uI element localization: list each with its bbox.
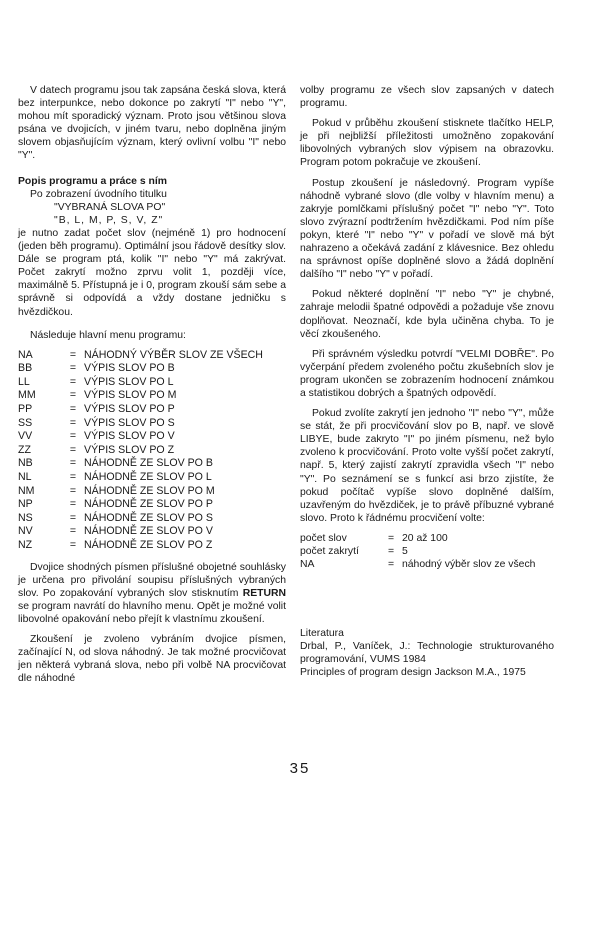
menu-equals: =: [69, 525, 77, 538]
literature-item-2: Principles of program design Jackson M.A., 1975: [300, 667, 526, 679]
menu-equals: =: [69, 539, 77, 551]
menu-row: [18, 457, 263, 471]
menu-row: [18, 430, 263, 444]
value-row: [300, 558, 535, 571]
help-paragraph: Pokud v průběhu zkoušení stisknete tlačítko HELP, je při nejbližší příležitosti umožněno zopakování libovolných vybraných slov výpisem na obrazovku. Program potom pokračuje ve zkoušení.: [300, 118, 554, 169]
menu-row: [18, 444, 263, 458]
menu-code: SS: [18, 416, 33, 429]
menu-code: ZZ: [18, 443, 31, 456]
value-text: 20 až 100: [402, 532, 448, 544]
value-row: [300, 532, 535, 545]
menu-description: NÁHODNĚ ZE SLOV PO M: [84, 484, 215, 497]
menu-code: NB: [18, 457, 33, 470]
menu-description: NÁHODNĚ ZE SLOV PO V: [84, 525, 213, 538]
title-line-1: "VYBRANÁ SLOVA PO": [54, 201, 166, 213]
menu-equals: =: [69, 457, 77, 470]
value-text: náhodný výběr slov ze všech: [402, 559, 536, 571]
menu-code: LL: [18, 375, 30, 388]
menu-description: NÁHODNĚ ZE SLOV PO Z: [84, 539, 213, 551]
menu-equals: =: [69, 443, 77, 456]
page-number: 35: [289, 760, 311, 777]
menu-description: VÝPIS SLOV PO Z: [84, 443, 175, 456]
menu-row: [18, 525, 263, 539]
menu-code: MM: [18, 389, 36, 402]
menu-code: NV: [18, 525, 33, 538]
menu-code: PP: [18, 403, 33, 416]
menu-description: VÝPIS SLOV PO L: [84, 375, 174, 388]
menu-equals: =: [69, 511, 77, 524]
menu-row: [18, 498, 263, 512]
menu-row: [18, 471, 263, 485]
value-key: počet zakrytí: [300, 546, 359, 557]
value-row: [300, 545, 535, 558]
menu-row: [18, 512, 263, 526]
menu-code: NL: [18, 471, 32, 484]
value-equals: =: [388, 532, 395, 544]
menu-equals: =: [69, 484, 77, 497]
value-equals: =: [388, 559, 395, 571]
menu-code: NP: [18, 498, 33, 511]
menu-equals: =: [69, 348, 77, 361]
count-paragraph: je nutno zadat počet slov (nejméně 1) pro hodnocení (jeden běh programu). Optimální jsou řádově desítky slov. Dále se program ptá, kolik "I" nebo "Y" má zakrývat. Počet zakrytí možno zprvu volit 1, později více, maximálně 5. Přístupná je i 0, program zkouší sám sebe a správně si odpovídá a vždy dostane jedničku s hvězdičkou.: [18, 227, 286, 318]
menu-description: VÝPIS SLOV PO S: [84, 416, 175, 429]
continuation-paragraph: volby programu ze všech slov zapsaných v datech programu.: [300, 85, 554, 110]
menu-description: VÝPIS SLOV PO B: [84, 362, 175, 375]
menu-description: NÁHODNÝ VÝBĚR SLOV ZE VŠECH: [84, 348, 263, 361]
return-key-label: RETURN: [242, 587, 286, 599]
menu-intro: Následuje hlavní menu programu:: [30, 329, 186, 341]
menu-row: [18, 539, 263, 553]
left-column: [18, 84, 286, 692]
recommended-values-table: [300, 532, 535, 571]
menu-code: BB: [18, 362, 33, 375]
right-column: [300, 84, 554, 680]
menu-row: [18, 349, 263, 363]
menu-equals: =: [69, 430, 77, 443]
title-intro: Po zobrazení úvodního titulku: [30, 188, 167, 200]
literature-item-1: Drbal, P., Vaníček, J.: Technologie strukturovaného programování, VUMS 1984: [300, 641, 554, 666]
pairs-paragraph: [18, 561, 286, 626]
title-line-2: "B, L, M, P, S, V, Z": [54, 214, 164, 226]
main-menu-table: [18, 349, 263, 553]
pairs-text-a: Dvojice shodných písmen příslušné obojetné souhlásky je určena pro přivolání soupisu příslušných vybraných slov. Po zopakování vybraných slov stisknutím: [18, 561, 286, 599]
menu-description: VÝPIS SLOV PO V: [84, 430, 175, 443]
value-key: počet slov: [300, 532, 347, 544]
menu-equals: =: [69, 389, 77, 402]
menu-description: NÁHODNĚ ZE SLOV PO P: [84, 498, 213, 511]
menu-row: [18, 362, 263, 376]
intro-paragraph: V datech programu jsou tak zapsána česká slova, která bez interpunkce, nebo dokonce po zakrytí "I" nebo "Y", mohou mít sporadický význam. Proto jsou většinou slova psána ve dvojicích, v jiném tvaru, nebo doplněna jiným slovem objasňujícím význam, který ovlivní volbu "I" nebo "Y".: [18, 85, 286, 162]
menu-equals: =: [69, 416, 77, 429]
menu-equals: =: [69, 471, 77, 484]
menu-code: NS: [18, 511, 33, 524]
wrong-answer-paragraph: Pokud některé doplnění "I" nebo "Y" je chybné, zahraje melodii špatné odpovědi a požaduje vše znovu doplňovat. Neoznačí, kde byla učiněna chyba. To je věcí zkoušeného.: [300, 289, 554, 340]
menu-description: VÝPIS SLOV PO M: [84, 389, 177, 402]
menu-equals: =: [69, 403, 77, 416]
right-answer-paragraph: Při správném výsledku potvrdí "VELMI DOBŘE". Po vyčerpání předem zvoleného počtu zkušebních slov je program ukončen se zobrazením hodnocení známkou a statistikou dobrých a špatných odpovědí.: [300, 348, 554, 399]
value-text: 5: [402, 546, 408, 557]
menu-code: NM: [18, 484, 35, 497]
menu-code: NZ: [18, 539, 33, 551]
menu-equals: =: [69, 375, 77, 388]
pairs-text-b: se program navrátí do hlavního menu. Opět je možné volit libovolné opakování nebo přejít k vlastnímu zkoušení.: [18, 600, 286, 625]
value-key: NA: [300, 559, 315, 571]
testing-paragraph: Zkoušení je zvoleno vybráním dvojice písmen, začínající N, od slova náhodný. Je tak možné procvičovat jen některá vybraná slova, nebo při volbě NA procvičovat dle náhodné: [18, 634, 286, 685]
value-equals: =: [388, 546, 395, 557]
single-cover-paragraph: Pokud zvolíte zakrytí jen jednoho "I" nebo "Y", může se stát, že při procvičování slov po B, např. ve slově LIBYE, bude zakryto "I" po jiném písmenu, než bylo zvoleno k procvičování. Proto volte vyšší počet zakrytí, např. 5, který zajistí zakrytí zpravidla všech "I" nebo "Y". Po seznámení se s funkcí asi brzo zjistíte, že pokud počítač vypíše slovo doplněné dalším, uzavřeným do hvězdiček, je to právě příbuzné vybrané slovo. Proto k řádnému procvičení volte:: [300, 408, 554, 524]
menu-code: NA: [18, 348, 33, 361]
menu-description: NÁHODNĚ ZE SLOV PO S: [84, 511, 213, 524]
menu-description: NÁHODNĚ ZE SLOV PO B: [84, 457, 213, 470]
menu-description: NÁHODNĚ ZE SLOV PO L: [84, 471, 212, 484]
menu-row: [18, 403, 263, 417]
menu-code: VV: [18, 430, 33, 443]
menu-equals: =: [69, 498, 77, 511]
section-heading: Popis programu a práce s ním: [18, 175, 167, 187]
menu-row: [18, 376, 263, 390]
menu-row: [18, 389, 263, 403]
procedure-paragraph: Postup zkoušení je následovný. Program vypíše náhodně vybrané slovo (dle volby v hlavním menu) a zakryje pomlčkami příslušný počet "I" nebo "Y". Toto slovo zvýrazní podtržením hvězdičkami. Pod ním píše pokyn, které "I" nebo "Y" v pořadí ve slově má být nahrazeno a očekává zadání z klávesnice. Bez ohledu na správnost opíše doplněné slovo a žádá doplnění dalšího "I" nebo "Y" v pořadí.: [300, 177, 554, 281]
literature-title: Literatura: [300, 628, 344, 640]
literature-section: [300, 627, 554, 679]
menu-equals: =: [69, 362, 77, 375]
menu-description: VÝPIS SLOV PO P: [84, 403, 175, 416]
menu-row: [18, 417, 263, 431]
menu-row: [18, 485, 263, 499]
